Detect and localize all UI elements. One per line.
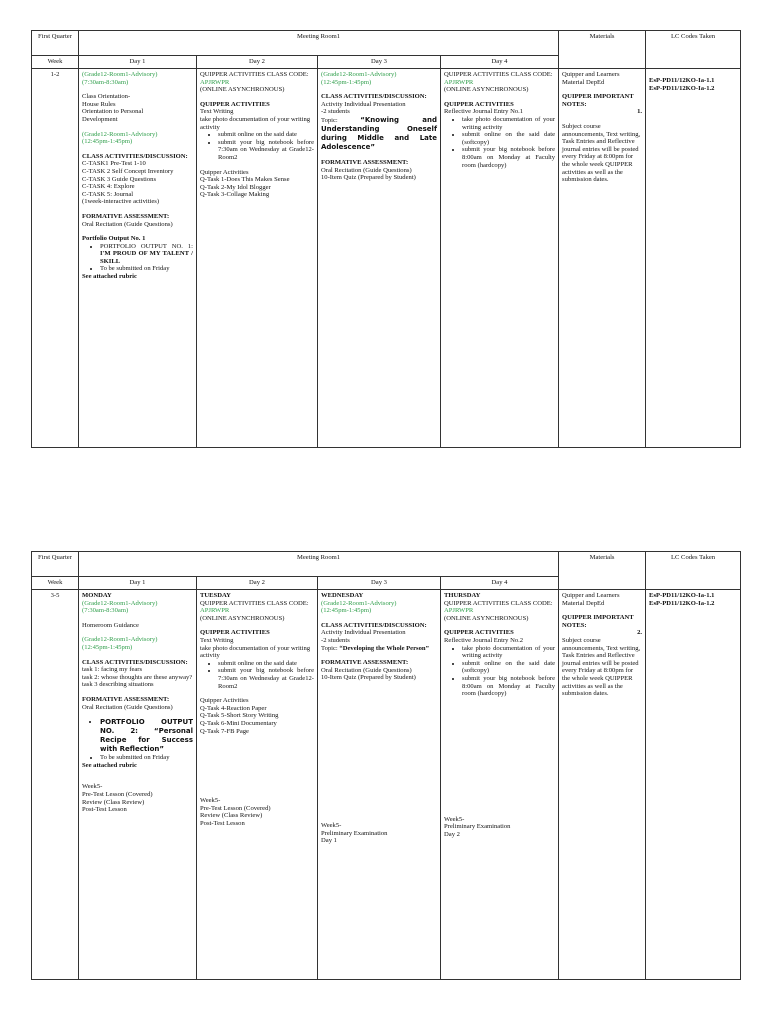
week-note-line: Pre-Test Lesson (Covered) (200, 804, 271, 812)
week-note-line: Week5- (200, 797, 221, 805)
text-writing: Text Writing (200, 108, 234, 116)
notes-text: Subject course announcements, Text writing, Task Entries and Reflective journal entries will be posted every Friday at 8:00pm for the whole week QUIPPER activities as well as the submission dates. (562, 122, 641, 184)
portfolio-item: • PORTFOLIO OUTPUT NO. 2: “Personal Recipe for Success with Reflection” (100, 718, 193, 754)
room-label: (Grade12-Room1-Advisory) (321, 71, 397, 78)
text-line: Class Orientation- (82, 93, 131, 101)
week-note-line: Post-Test Lesson (200, 819, 245, 827)
task-item: C-TASK 4: Explore (82, 183, 135, 191)
notes-text: Subject course announcements, Text writing, Task Entries and Reflective journal entries will be posted every Friday at 8:00pm for the whole week QUIPPER activities as well as the submission dates. (562, 636, 641, 698)
formative-assessment-title: FORMATIVE ASSESSMENT: (82, 212, 170, 220)
lc-code: EsP-PD11/12KO-Ia-1.1 (649, 77, 715, 84)
formative-assessment-title: FORMATIVE ASSESSMENT: (321, 158, 409, 166)
formative-assessment-title: FORMATIVE ASSESSMENT: (82, 695, 170, 703)
room-label: (Grade12-Room1-Advisory) (321, 599, 397, 607)
day1-header: Day 1 (79, 577, 197, 590)
topic-text: Topic: “Developing the Whole Person” (321, 644, 429, 652)
class-activities-title: CLASS ACTIVITIES/DISCUSSION: (82, 658, 188, 666)
day4-cell (441, 590, 559, 980)
materials-cell (559, 69, 646, 448)
portfolio-list (82, 243, 193, 273)
instruction-item: • take photo documentation of your writing activity (462, 116, 555, 131)
quipper-activities-label: Quipper Activities (200, 168, 249, 176)
week-note-line: Post-Test Lesson (82, 806, 127, 814)
lc-codes-cell (646, 69, 741, 448)
day1-cell (79, 69, 197, 448)
day3-cell (318, 590, 441, 980)
week-note-line: Day 2 (444, 830, 460, 838)
week-note-line: Pre-Test Lesson (Covered) (82, 790, 153, 798)
class-activities-title: CLASS ACTIVITIES/DISCUSSION: (82, 152, 188, 160)
text-line: Orientation to Personal (82, 108, 144, 116)
rubric-note: See attached rubric (82, 273, 137, 281)
meeting-room-header: Meeting Room1 (79, 552, 559, 577)
formative-assessment-text: Oral Recitation (Guide Questions) (82, 703, 173, 711)
lesson-plan-table-2 (31, 551, 741, 980)
week-header: Week (32, 577, 79, 590)
day4-header: Day 4 (441, 56, 559, 69)
mode-label: (ONLINE ASYNCHRONOUS) (444, 86, 529, 94)
quipper-activities-title: QUIPPER ACTIVITIES (444, 629, 514, 637)
activity-text: Activity Individual Presentation (321, 629, 406, 637)
meeting-room-header: Meeting Room1 (79, 31, 559, 56)
day-name: WEDNESDAY (321, 592, 364, 599)
important-notes-title: QUIPPER IMPORTANT NOTES: (562, 93, 634, 108)
q-task: Q-Task 3-Collage Making (200, 191, 270, 199)
activity-text: Activity Individual Presentation (321, 100, 406, 108)
day2-header: Day 2 (197, 56, 318, 69)
q-task: Q-Task 1-Does This Makes Sense (200, 176, 290, 184)
week-note-line: Review (Class Review) (82, 798, 145, 806)
portfolio-title: Portfolio Output No. 1 (82, 235, 146, 243)
materials-text: Quipper and Learners Material DepEd (562, 592, 620, 607)
class-code: APJRWPR (200, 607, 230, 615)
advisory-time: (7:30am-8:30am) (82, 607, 129, 615)
day4-header: Day 4 (441, 577, 559, 590)
q-task: Q-Task 6-Mini Documentary (200, 719, 277, 727)
class-code: APJRWPR (444, 607, 474, 615)
instruction-list (200, 660, 314, 690)
materials-text: Quipper and Learners Material DepEd (562, 71, 620, 86)
day3-header: Day 3 (318, 577, 441, 590)
lc-codes-header: LC Codes Taken (646, 552, 741, 590)
instruction-item: • submit your big notebook before 7:30am on Wednesday at Grade12-Room2 (218, 139, 314, 162)
formative-assessment-text: Oral Recitation (Guide Questions) (82, 220, 173, 228)
lc-codes-cell (646, 590, 741, 980)
journal-entry: Reflective Journal Entry No.2 (444, 636, 524, 644)
day2-header: Day 2 (197, 577, 318, 590)
class-code-line: QUIPPER ACTIVITIES CLASS CODE: APJRWPR (200, 599, 309, 615)
instruction-item: • submit online on the said date (softcopy) (462, 131, 555, 146)
lesson-plan-table-1 (31, 30, 741, 448)
materials-header: Materials (559, 552, 646, 590)
instruction-item: • take photo documentation of your writing activity (462, 645, 555, 660)
instruction-list (444, 116, 555, 169)
instruction-item: • submit your big notebook before 8:00am on Monday at Faculty room (hardcopy) (462, 675, 555, 698)
day3-cell (318, 69, 441, 448)
advisory-time: (7:30am-8:30am) (82, 78, 129, 86)
submit-note: • To be submitted on Friday (100, 265, 193, 273)
lc-code: EsP-PD11/12KO-Ia-1.1 (649, 592, 715, 599)
advisory-room: (Grade12-Room1-Advisory) (82, 71, 158, 78)
day1-cell (79, 590, 197, 980)
materials-cell (559, 590, 646, 980)
quipper-activities-label: Quipper Activities (200, 697, 249, 705)
task-item: C-TASK 3 Guide Questions (82, 175, 157, 183)
photo-note: take photo documentation of your writing activity (200, 115, 311, 131)
class-code-line: QUIPPER ACTIVITIES CLASS CODE: APJRWPR (200, 71, 309, 86)
topic-text: Topic: “Knowing and Understanding Oneself during Middle and Late Adolescence” (321, 115, 437, 151)
time-label: (12:45pm-1:45pm) (82, 643, 133, 651)
class-code-line: QUIPPER ACTIVITIES CLASS CODE: APJRWPR (444, 71, 553, 86)
week-note-line: Week5- (321, 821, 342, 829)
q-task: Q-Task 2-My Idol Blogger (200, 183, 271, 191)
instruction-item: • submit your big notebook before 8:00am on Monday at Faculty room (hardcopy) (462, 146, 555, 169)
students-text: -2 students (321, 108, 350, 116)
note-number: 1. (637, 108, 643, 116)
portfolio-list (82, 718, 193, 762)
class-code: APJRWPR (200, 78, 230, 86)
instruction-item: • submit online on the said date (218, 660, 314, 668)
day-name: MONDAY (82, 592, 112, 599)
q-task: Q-Task 5-Short Story Writing (200, 712, 279, 720)
instruction-list (200, 131, 314, 161)
task-item: task 1: facing my fears (82, 666, 143, 674)
room-label: (Grade12-Room1-Advisory) (82, 130, 158, 138)
quipper-activities-title: QUIPPER ACTIVITIES (200, 100, 270, 108)
day2-cell (197, 590, 318, 980)
task-item: task 2: whose thoughts are these anyway? (82, 673, 193, 681)
class-code: APJRWPR (444, 78, 474, 86)
formative-assessment-text: Oral Recitation (Guide Questions) (321, 166, 412, 174)
mode-label: (ONLINE ASYNCHRONOUS) (444, 614, 529, 622)
quipper-activities-title: QUIPPER ACTIVITIES (444, 100, 514, 108)
quipper-activities-title: QUIPPER ACTIVITIES (200, 629, 270, 637)
students-text: -2 students (321, 636, 350, 644)
instruction-list (444, 645, 555, 698)
week-cell: 1-2 (32, 69, 79, 448)
formative-assessment-text: 10-Item Quiz (Prepared by Student) (321, 674, 416, 682)
day2-cell (197, 69, 318, 448)
photo-note: take photo documentation of your writing activity (200, 644, 311, 660)
submit-note: • To be submitted on Friday (100, 754, 193, 762)
q-task: Q-Task 7-FB Page (200, 727, 249, 735)
text-writing: Text Writing (200, 636, 234, 644)
day1-header: Day 1 (79, 56, 197, 69)
advisory-room: (Grade12-Room1-Advisory) (82, 599, 158, 607)
materials-header: Materials (559, 31, 646, 69)
formative-assessment-text: Oral Recitation (Guide Questions) (321, 666, 412, 674)
week-cell: 3-5 (32, 590, 79, 980)
first-quarter-header: First Quarter (32, 552, 79, 577)
instruction-item: • submit online on the said date (softcopy) (462, 660, 555, 675)
week-note-line: Preliminary Examination (444, 823, 511, 831)
time-label: (12:45pm-1:45pm) (321, 607, 372, 615)
week-header: Week (32, 56, 79, 69)
task-item: C-TASK1 Pre-Test 1-10 (82, 160, 146, 168)
day-name: THURSDAY (444, 592, 481, 599)
lc-codes-header: LC Codes Taken (646, 31, 741, 69)
class-activities-title: CLASS ACTIVITIES/DISCUSSION: (321, 621, 427, 629)
week-note-line: Preliminary Examination (321, 829, 388, 837)
q-task: Q-Task 4-Reaction Paper (200, 704, 267, 712)
time-label: (12:45pm-1:45pm) (82, 138, 133, 146)
week-note-line: Week5- (444, 815, 465, 823)
mode-label: (ONLINE ASYNCHRONOUS) (200, 86, 285, 94)
mode-label: (ONLINE ASYNCHRONOUS) (200, 614, 285, 622)
journal-entry: Reflective Journal Entry No.1 (444, 108, 524, 116)
instruction-item: • submit your big notebook before 7:30am on Wednesday at Grade12-Room2 (218, 667, 314, 690)
formative-assessment-text: 10-Item Quiz (Prepared by Student) (321, 174, 416, 182)
lc-code: EsP-PD11/12KO-Ia-1.2 (649, 84, 715, 92)
task-item: C-TASK 5: Journal (82, 190, 134, 198)
task-item: C-TASK 2 Self Concept Inventory (82, 167, 174, 175)
task-item: task 3 describing situations (82, 681, 154, 689)
portfolio-item: • PORTFOLIO OUTPUT NO. 1: I'M PROUD OF MY TALENT / SKILL (100, 243, 193, 266)
room-label: (Grade12-Room1-Advisory) (82, 636, 158, 644)
text-line: House Rules (82, 100, 116, 108)
formative-assessment-title: FORMATIVE ASSESSMENT: (321, 659, 409, 667)
week-note-line: Week5- (82, 783, 103, 791)
time-label: (12:45pm-1:45pm) (321, 78, 372, 86)
important-notes-title: QUIPPER IMPORTANT NOTES: (562, 614, 634, 629)
lc-code: EsP-PD11/12KO-Ia-1.2 (649, 599, 715, 607)
day3-header: Day 3 (318, 56, 441, 69)
day4-cell (441, 69, 559, 448)
text-line: Development (82, 115, 118, 123)
task-item: (1week-interactive activities) (82, 198, 160, 206)
week-note-line: Day 1 (321, 837, 337, 845)
class-code-line: QUIPPER ACTIVITIES CLASS CODE: APJRWPR (444, 599, 553, 615)
week-note-line: Review (Class Review) (200, 812, 263, 820)
first-quarter-header: First Quarter (32, 31, 79, 56)
class-activities-title: CLASS ACTIVITIES/DISCUSSION: (321, 93, 427, 101)
instruction-item: • submit online on the said date (218, 131, 314, 139)
homeroom-text: Homeroom Guidance (82, 621, 139, 629)
day-name: TUESDAY (200, 592, 231, 599)
rubric-note: See attached rubric (82, 761, 137, 769)
note-number: 2. (637, 629, 643, 637)
